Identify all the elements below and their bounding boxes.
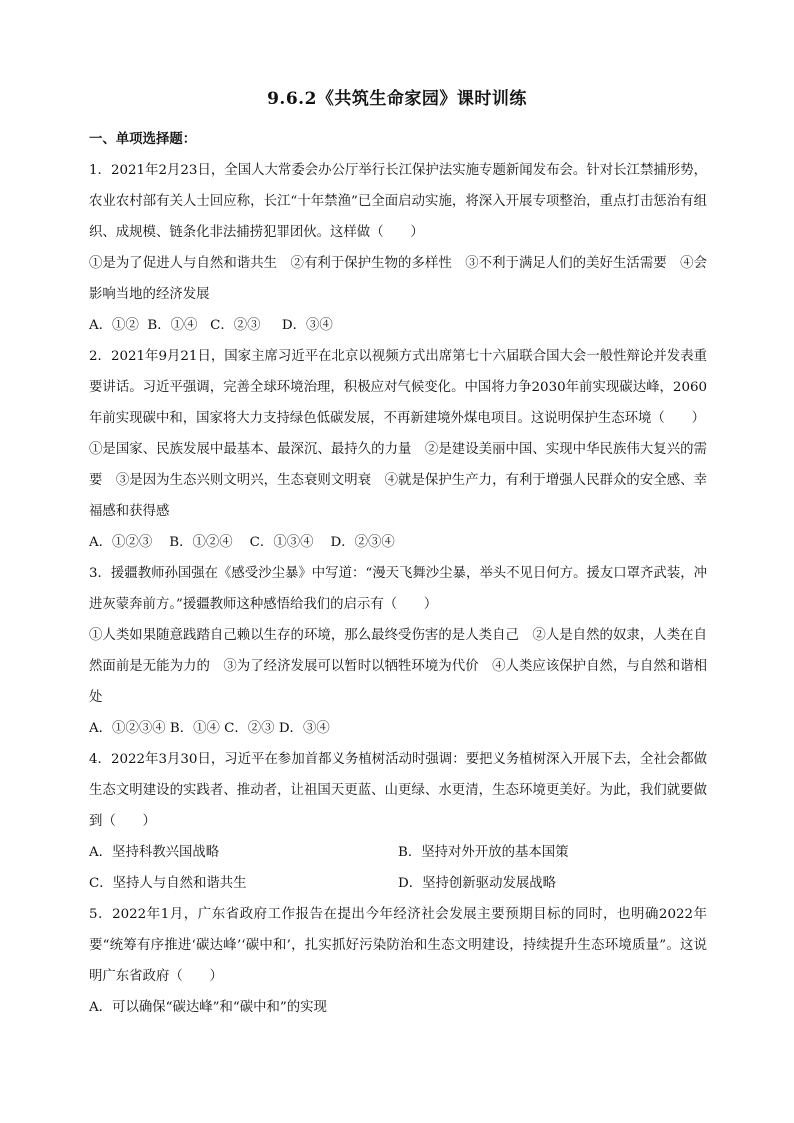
question-stem: 5．2022年1月，广东省政府工作报告在提出今年经济社会发展主要预期目标的同时，也明确2022年要“统筹有序推进‘碳达峰’‘碳中和’，扎实抓好污染防治和生态文明建设，持续提升生态环境质量”。这说明广东省政府（ ） (89, 907, 707, 984)
options-row-1 (89, 837, 707, 868)
question-statements: ①人类如果随意践踏自己赖以生存的环境，那么最终受伤害的是人类自己 ②人是自然的奴隶，人类在自然面前是无能为力的 ③为了经济发展可以暂时以牺牲环境为代价 ④人类应该保护自然，与自然和谐相处 (89, 628, 707, 705)
question-stem: 4．2022年3月30日，习近平在参加首都义务植树活动时强调：要把义务植树深入开展下去，全社会都做生态文明建设的实践者、推动者，让祖国天更蓝、山更绿、水更清，生态环境更美好。为此，我们就要做到（ ） (89, 752, 707, 829)
question-options: A．①②③ B．①②④ C．①③④ D．②③④ (89, 535, 395, 550)
question-list (89, 124, 707, 1023)
question-3 (89, 558, 707, 744)
option-c: C．坚持人与自然和谐共生 (89, 876, 247, 891)
question-stem: 3．援疆教师孙国强在《感受沙尘暴》中写道：“漫天飞舞沙尘暴，举头不见日何方。援友口罩齐武装，冲进灰蒙奔前方。”援疆教师这种感悟给我们的启示有（ ） (89, 566, 707, 612)
page-title: 9.6.2《共筑生命家园》课时训练 (267, 89, 527, 109)
question-stem: 1．2021年2月23日，全国人大常委会办公厅举行长江保护法实施专题新闻发布会。针对长江禁捕形势，农业农村部有关人士回应称，长江“十年禁渔”已全面启动实施，将深入开展专项整治，重点打击惩治有组织、成规模、链条化非法捕捞犯罪团伙。这样做（ ） (89, 163, 707, 240)
option-b: B．坚持对外开放的基本国策 (398, 845, 569, 860)
option-d: D．坚持创新驱动发展战略 (398, 876, 557, 891)
question-options: A．①②③④ B．①④ C．②③ D．③④ (89, 721, 330, 736)
options-row-2 (89, 868, 707, 899)
question-statements: ①是国家、民族发展中最基本、最深沉、最持久的力量 ②是建设美丽中国、实现中华民族伟大复兴的需要 ③是因为生态兴则文明兴，生态衰则文明衰 ④就是保护生产力，有利于增强人民群众的安全感、幸福感和获得感 (89, 442, 707, 519)
question-4 (89, 744, 707, 899)
question-statements: ①是为了促进人与自然和谐共生 ②有利于保护生物的多样性 ③不利于满足人们的美好生活需要 ④会影响当地的经济发展 (89, 256, 707, 302)
question-1 (89, 155, 707, 341)
question-2 (89, 341, 707, 558)
section-heading: 一、单项选择题： (89, 131, 197, 147)
option-a: A．坚持科教兴国战略 (89, 845, 220, 860)
question-stem: 2．2021年9月21日，国家主席习近平在北京以视频方式出席第七十六届联合国大会一般性辩论并发表重要讲话。习近平强调，完善全球环境治理，积极应对气候变化。中国将力争2030年前实现碳达峰，2060年前实现碳中和，国家将大力支持绿色低碳发展，不再新建境外煤电项目。这说明保护生态环境（ ） (89, 349, 707, 426)
question-options: A．①② B．①④ C．②③ D．③④ (89, 318, 333, 333)
option-a: A．可以确保“碳达峰”和“碳中和”的实现 (89, 1000, 327, 1015)
question-5 (89, 899, 707, 1023)
